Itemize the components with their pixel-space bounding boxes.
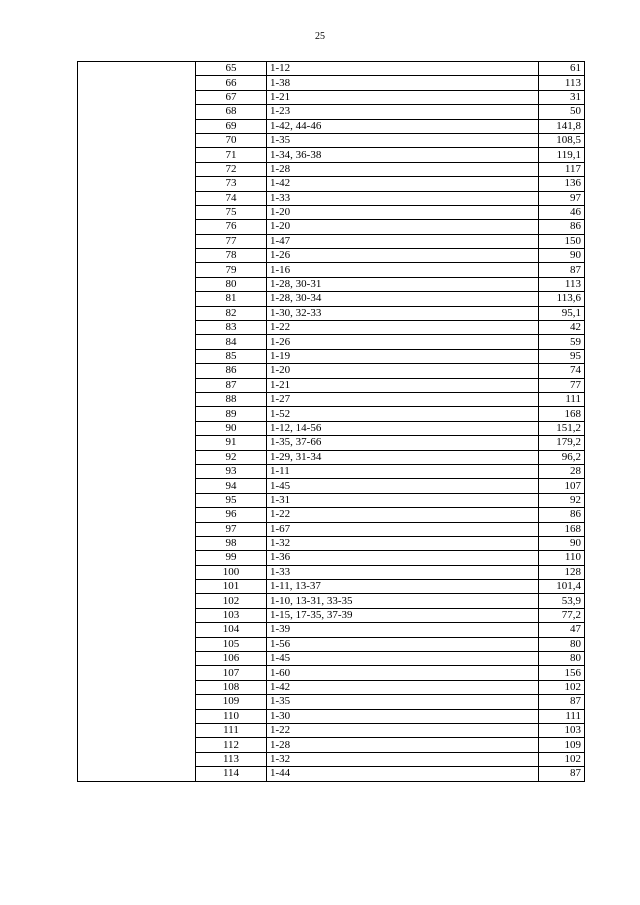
sections-cell: 1-28, 30-31	[267, 277, 539, 291]
quarter-number-cell: 106	[196, 652, 267, 666]
quarter-number-cell: 86	[196, 364, 267, 378]
area-cell: 113	[539, 76, 585, 90]
sections-cell: 1-44	[267, 767, 539, 781]
quarter-number-cell: 69	[196, 119, 267, 133]
sections-cell: 1-16	[267, 263, 539, 277]
quarter-number-cell: 101	[196, 580, 267, 594]
area-cell: 111	[539, 392, 585, 406]
area-cell: 46	[539, 205, 585, 219]
area-cell: 42	[539, 321, 585, 335]
sections-cell: 1-22	[267, 321, 539, 335]
sections-cell: 1-45	[267, 652, 539, 666]
sections-cell: 1-33	[267, 191, 539, 205]
sections-cell: 1-52	[267, 407, 539, 421]
sections-cell: 1-28	[267, 738, 539, 752]
table-row	[78, 62, 585, 76]
quarter-number-cell: 95	[196, 493, 267, 507]
sections-cell: 1-56	[267, 637, 539, 651]
quarter-number-cell: 84	[196, 335, 267, 349]
sections-cell: 1-22	[267, 723, 539, 737]
sections-cell: 1-10, 13-31, 33-35	[267, 594, 539, 608]
sections-cell: 1-11	[267, 464, 539, 478]
area-cell: 95,1	[539, 306, 585, 320]
quarter-number-cell: 108	[196, 680, 267, 694]
sections-cell: 1-45	[267, 479, 539, 493]
quarter-number-cell: 91	[196, 436, 267, 450]
area-cell: 87	[539, 767, 585, 781]
quarter-number-cell: 65	[196, 62, 267, 76]
area-cell: 128	[539, 565, 585, 579]
quarter-number-cell: 68	[196, 105, 267, 119]
sections-cell: 1-31	[267, 493, 539, 507]
quarter-number-cell: 103	[196, 608, 267, 622]
area-cell: 96,2	[539, 450, 585, 464]
quarter-number-cell: 102	[196, 594, 267, 608]
area-cell: 101,4	[539, 580, 585, 594]
area-cell: 179,2	[539, 436, 585, 450]
area-cell: 111	[539, 709, 585, 723]
area-cell: 107	[539, 479, 585, 493]
area-cell: 87	[539, 263, 585, 277]
area-cell: 47	[539, 623, 585, 637]
sections-cell: 1-27	[267, 392, 539, 406]
sections-cell: 1-26	[267, 249, 539, 263]
area-cell: 151,2	[539, 421, 585, 435]
sections-cell: 1-47	[267, 234, 539, 248]
area-cell: 28	[539, 464, 585, 478]
area-cell: 150	[539, 234, 585, 248]
quarter-number-cell: 77	[196, 234, 267, 248]
area-cell: 86	[539, 220, 585, 234]
quarter-number-cell: 99	[196, 551, 267, 565]
quarter-number-cell: 113	[196, 752, 267, 766]
area-cell: 80	[539, 652, 585, 666]
area-cell: 53,9	[539, 594, 585, 608]
area-cell: 50	[539, 105, 585, 119]
area-cell: 168	[539, 407, 585, 421]
sections-cell: 1-60	[267, 666, 539, 680]
quarter-number-cell: 107	[196, 666, 267, 680]
sections-cell: 1-22	[267, 508, 539, 522]
sections-cell: 1-20	[267, 205, 539, 219]
quarter-number-cell: 112	[196, 738, 267, 752]
quarter-number-cell: 76	[196, 220, 267, 234]
quarter-number-cell: 88	[196, 392, 267, 406]
quarter-number-cell: 92	[196, 450, 267, 464]
area-cell: 113,6	[539, 292, 585, 306]
sections-cell: 1-19	[267, 349, 539, 363]
quarter-number-cell: 105	[196, 637, 267, 651]
area-cell: 117	[539, 162, 585, 176]
area-cell: 80	[539, 637, 585, 651]
quarter-number-cell: 71	[196, 148, 267, 162]
sections-cell: 1-42	[267, 177, 539, 191]
area-cell: 141,8	[539, 119, 585, 133]
area-cell: 102	[539, 680, 585, 694]
area-cell: 156	[539, 666, 585, 680]
sections-cell: 1-35, 37-66	[267, 436, 539, 450]
sections-cell: 1-32	[267, 536, 539, 550]
quarter-number-cell: 79	[196, 263, 267, 277]
forestry-name-cell	[78, 62, 196, 782]
sections-cell: 1-39	[267, 623, 539, 637]
quarter-number-cell: 94	[196, 479, 267, 493]
area-cell: 97	[539, 191, 585, 205]
sections-cell: 1-38	[267, 76, 539, 90]
area-cell: 108,5	[539, 133, 585, 147]
sections-cell: 1-20	[267, 364, 539, 378]
sections-cell: 1-35	[267, 133, 539, 147]
quarter-number-cell: 70	[196, 133, 267, 147]
quarter-number-cell: 97	[196, 522, 267, 536]
area-cell: 31	[539, 90, 585, 104]
sections-cell: 1-33	[267, 565, 539, 579]
quarter-number-cell: 111	[196, 723, 267, 737]
area-cell: 92	[539, 493, 585, 507]
quarter-number-cell: 114	[196, 767, 267, 781]
sections-cell: 1-23	[267, 105, 539, 119]
area-cell: 103	[539, 723, 585, 737]
forest-quarters-table	[77, 61, 585, 782]
area-cell: 87	[539, 695, 585, 709]
sections-cell: 1-15, 17-35, 37-39	[267, 608, 539, 622]
quarter-number-cell: 98	[196, 536, 267, 550]
area-cell: 110	[539, 551, 585, 565]
quarter-number-cell: 89	[196, 407, 267, 421]
sections-cell: 1-32	[267, 752, 539, 766]
area-cell: 109	[539, 738, 585, 752]
area-cell: 136	[539, 177, 585, 191]
sections-cell: 1-30	[267, 709, 539, 723]
quarter-number-cell: 73	[196, 177, 267, 191]
sections-cell: 1-12, 14-56	[267, 421, 539, 435]
sections-cell: 1-35	[267, 695, 539, 709]
area-cell: 59	[539, 335, 585, 349]
quarter-number-cell: 67	[196, 90, 267, 104]
area-cell: 119,1	[539, 148, 585, 162]
sections-cell: 1-42, 44-46	[267, 119, 539, 133]
area-cell: 86	[539, 508, 585, 522]
quarter-number-cell: 85	[196, 349, 267, 363]
quarter-number-cell: 90	[196, 421, 267, 435]
sections-cell: 1-34, 36-38	[267, 148, 539, 162]
quarter-number-cell: 104	[196, 623, 267, 637]
quarter-number-cell: 83	[196, 321, 267, 335]
sections-cell: 1-67	[267, 522, 539, 536]
table-body	[78, 62, 585, 782]
area-cell: 168	[539, 522, 585, 536]
quarter-number-cell: 93	[196, 464, 267, 478]
sections-cell: 1-11, 13-37	[267, 580, 539, 594]
quarter-number-cell: 100	[196, 565, 267, 579]
sections-cell: 1-28	[267, 162, 539, 176]
area-cell: 113	[539, 277, 585, 291]
area-cell: 74	[539, 364, 585, 378]
sections-cell: 1-29, 31-34	[267, 450, 539, 464]
quarter-number-cell: 72	[196, 162, 267, 176]
quarter-number-cell: 110	[196, 709, 267, 723]
quarter-number-cell: 74	[196, 191, 267, 205]
area-cell: 61	[539, 62, 585, 76]
quarter-number-cell: 75	[196, 205, 267, 219]
quarter-number-cell: 78	[196, 249, 267, 263]
sections-cell: 1-21	[267, 378, 539, 392]
sections-cell: 1-12	[267, 62, 539, 76]
quarter-number-cell: 82	[196, 306, 267, 320]
sections-cell: 1-20	[267, 220, 539, 234]
quarter-number-cell: 109	[196, 695, 267, 709]
sections-cell: 1-42	[267, 680, 539, 694]
area-cell: 95	[539, 349, 585, 363]
quarter-number-cell: 80	[196, 277, 267, 291]
sections-cell: 1-21	[267, 90, 539, 104]
quarter-number-cell: 66	[196, 76, 267, 90]
area-cell: 90	[539, 249, 585, 263]
sections-cell: 1-36	[267, 551, 539, 565]
area-cell: 102	[539, 752, 585, 766]
area-cell: 90	[539, 536, 585, 550]
quarter-number-cell: 96	[196, 508, 267, 522]
quarter-number-cell: 87	[196, 378, 267, 392]
sections-cell: 1-30, 32-33	[267, 306, 539, 320]
quarter-number-cell: 81	[196, 292, 267, 306]
area-cell: 77,2	[539, 608, 585, 622]
sections-cell: 1-26	[267, 335, 539, 349]
sections-cell: 1-28, 30-34	[267, 292, 539, 306]
page-number: 25	[315, 31, 325, 42]
area-cell: 77	[539, 378, 585, 392]
